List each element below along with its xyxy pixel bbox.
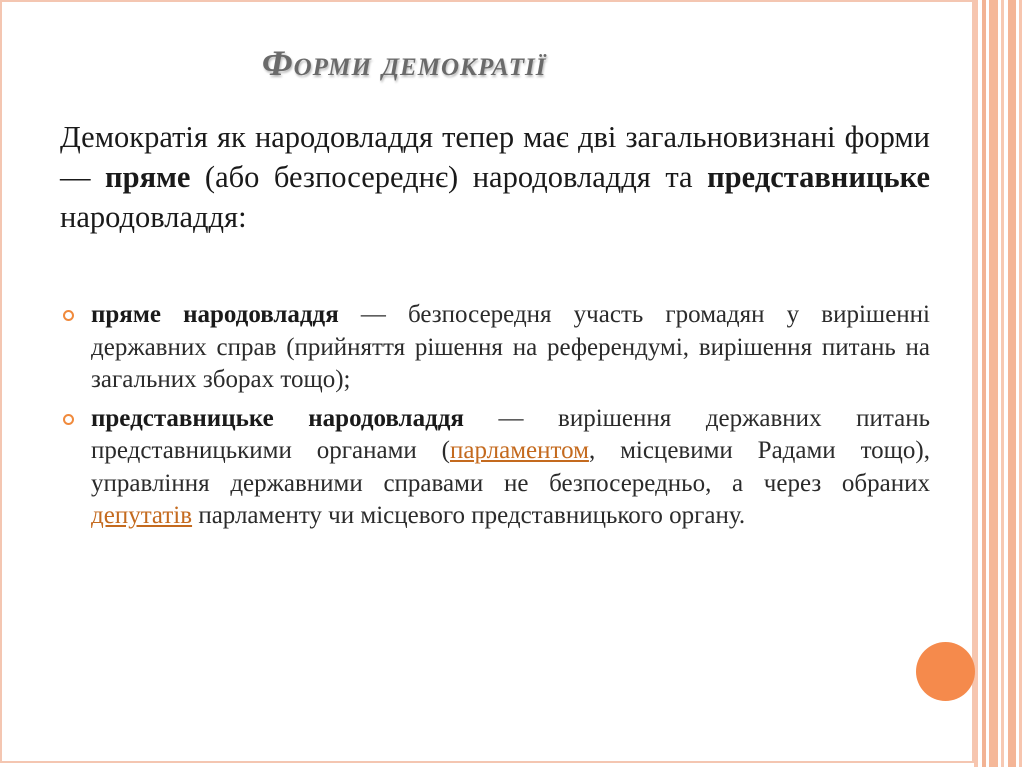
stripe	[1008, 0, 1016, 767]
bullet-ring-icon	[63, 414, 74, 425]
stripe	[974, 0, 978, 767]
parliament-link[interactable]: парламентом	[449, 437, 589, 464]
intro-paragraph	[60, 117, 930, 237]
stripe	[1001, 0, 1004, 767]
bullet-text: , місцевими Радами тощо), управління державними справами не безпосередньо, а через обраних	[91, 437, 930, 497]
stripe	[1019, 0, 1022, 767]
bullet-term: представницьке народовладдя	[91, 404, 464, 432]
deputies-link[interactable]: депутатів	[91, 502, 193, 529]
bullet-representative-democracy	[60, 403, 930, 533]
intro-bold-representative: представницьке	[707, 160, 931, 194]
intro-text: Демократія як народовладдя тепер має дві загальновизнані форми —	[60, 120, 930, 194]
decorative-stripes	[974, 0, 1024, 767]
bullet-term: пряме народовладдя	[91, 301, 339, 328]
stripe	[982, 0, 986, 767]
bullet-direct-democracy	[60, 299, 930, 397]
bullet-list	[60, 299, 930, 539]
page-title: Форми демократії	[262, 43, 547, 83]
bullet-text: — безпосередня участь громадян у вирішенні державних справ (прийняття рішення на референдумі, вирішення питань на загальних зборах тощо);	[91, 301, 930, 393]
intro-text: народовладдя:	[60, 200, 247, 234]
decorative-circle	[916, 642, 975, 701]
bullet-text: — вирішення державних питань представницькими органами (	[91, 404, 930, 464]
intro-text: (або безпосереднє) народовладдя та	[190, 160, 708, 194]
intro-bold-direct: пряме	[105, 160, 191, 194]
stripe	[989, 0, 998, 767]
bullet-ring-icon	[63, 310, 74, 321]
bullet-text: парламенту чи місцевого представницького органу.	[192, 502, 746, 529]
